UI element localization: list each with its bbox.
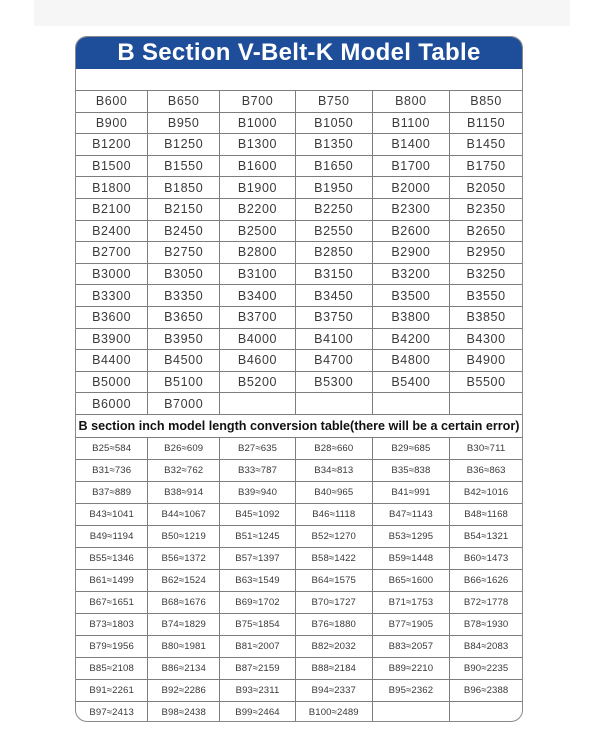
model-cell: B850 — [450, 91, 522, 112]
conversion-cell: B95≈2362 — [372, 679, 450, 701]
model-cell: B2300 — [372, 198, 450, 220]
conversion-cell: B86≈2134 — [148, 657, 220, 679]
conversion-table-body — [76, 438, 522, 722]
model-cell: B5000 — [76, 371, 148, 393]
conversion-heading: B section inch model length conversion table(there will be a certain error) — [76, 415, 522, 438]
conversion-cell: B85≈2108 — [76, 657, 148, 679]
model-cell: B1450 — [450, 134, 522, 156]
conversion-row — [76, 679, 522, 701]
model-cell: B2650 — [450, 220, 522, 242]
model-row — [76, 134, 522, 156]
conversion-cell: B82≈2032 — [295, 635, 372, 657]
conversion-cell: B32≈762 — [148, 459, 220, 481]
conversion-cell: B71≈1753 — [372, 591, 450, 613]
model-cell: B750 — [295, 91, 372, 112]
conversion-cell: B75≈1854 — [220, 613, 296, 635]
model-row — [76, 263, 522, 285]
conversion-cell: B87≈2159 — [220, 657, 296, 679]
conversion-cell: B76≈1880 — [295, 613, 372, 635]
model-cell: B4900 — [450, 350, 522, 372]
conversion-cell: B39≈940 — [220, 481, 296, 503]
model-cell: B1050 — [295, 112, 372, 134]
model-cell: B3750 — [295, 306, 372, 328]
model-cell: B2100 — [76, 198, 148, 220]
conversion-cell: B97≈2413 — [76, 701, 148, 722]
conversion-cell: B63≈1549 — [220, 569, 296, 591]
conversion-cell: B77≈1905 — [372, 613, 450, 635]
model-cell: B3450 — [295, 285, 372, 307]
conversion-cell: B45≈1092 — [220, 503, 296, 525]
conversion-row — [76, 503, 522, 525]
conversion-cell: B35≈838 — [372, 459, 450, 481]
model-cell: B6000 — [76, 393, 148, 415]
conversion-row — [76, 591, 522, 613]
model-cell: B1900 — [220, 177, 296, 199]
model-cell: B3550 — [450, 285, 522, 307]
model-cell: B4400 — [76, 350, 148, 372]
conversion-cell: B46≈1118 — [295, 503, 372, 525]
model-cell: B3350 — [148, 285, 220, 307]
model-cell: B4100 — [295, 328, 372, 350]
model-cell: B1500 — [76, 155, 148, 177]
conversion-cell: B53≈1295 — [372, 525, 450, 547]
model-cell: B2550 — [295, 220, 372, 242]
model-cell: B4000 — [220, 328, 296, 350]
model-cell: B1600 — [220, 155, 296, 177]
model-cell: B2250 — [295, 198, 372, 220]
conversion-cell — [372, 701, 450, 722]
model-cell: B800 — [372, 91, 450, 112]
model-cell: B3200 — [372, 263, 450, 285]
model-cell: B1350 — [295, 134, 372, 156]
conversion-cell: B54≈1321 — [450, 525, 522, 547]
conversion-cell: B68≈1676 — [148, 591, 220, 613]
model-cell: B5200 — [220, 371, 296, 393]
conversion-cell: B94≈2337 — [295, 679, 372, 701]
model-cell: B5400 — [372, 371, 450, 393]
model-cell — [220, 393, 296, 415]
model-cell: B1300 — [220, 134, 296, 156]
conversion-cell: B92≈2286 — [148, 679, 220, 701]
model-row — [76, 91, 522, 112]
model-cell: B4700 — [295, 350, 372, 372]
conversion-cell: B96≈2388 — [450, 679, 522, 701]
conversion-cell: B40≈965 — [295, 481, 372, 503]
model-cell: B2500 — [220, 220, 296, 242]
model-cell: B2900 — [372, 242, 450, 264]
model-cell: B2050 — [450, 177, 522, 199]
conversion-cell: B38≈914 — [148, 481, 220, 503]
model-cell: B1100 — [372, 112, 450, 134]
model-row — [76, 198, 522, 220]
model-row — [76, 112, 522, 134]
model-row — [76, 155, 522, 177]
model-cell: B2450 — [148, 220, 220, 242]
conversion-cell: B50≈1219 — [148, 525, 220, 547]
model-cell: B5500 — [450, 371, 522, 393]
model-cell: B2600 — [372, 220, 450, 242]
conversion-cell: B25≈584 — [76, 438, 148, 460]
conversion-cell: B73≈1803 — [76, 613, 148, 635]
conversion-cell: B80≈1981 — [148, 635, 220, 657]
conversion-cell: B41≈991 — [372, 481, 450, 503]
conversion-cell: B83≈2057 — [372, 635, 450, 657]
page-title: B Section V-Belt-K Model Table — [76, 37, 522, 69]
conversion-row — [76, 481, 522, 503]
conversion-row — [76, 657, 522, 679]
model-row — [76, 328, 522, 350]
conversion-cell: B37≈889 — [76, 481, 148, 503]
model-cell: B1550 — [148, 155, 220, 177]
conversion-cell: B27≈635 — [220, 438, 296, 460]
model-cell: B3050 — [148, 263, 220, 285]
conversion-cell: B34≈813 — [295, 459, 372, 481]
model-cell: B2000 — [372, 177, 450, 199]
model-cell: B1850 — [148, 177, 220, 199]
model-cell: B4800 — [372, 350, 450, 372]
model-cell: B2850 — [295, 242, 372, 264]
conversion-row — [76, 438, 522, 460]
conversion-cell: B57≈1397 — [220, 547, 296, 569]
model-cell: B600 — [76, 91, 148, 112]
model-cell: B700 — [220, 91, 296, 112]
conversion-cell: B56≈1372 — [148, 547, 220, 569]
model-row — [76, 285, 522, 307]
conversion-row — [76, 701, 522, 722]
model-row — [76, 242, 522, 264]
conversion-cell: B72≈1778 — [450, 591, 522, 613]
model-cell: B7000 — [148, 393, 220, 415]
conversion-cell: B61≈1499 — [76, 569, 148, 591]
conversion-cell: B47≈1143 — [372, 503, 450, 525]
conversion-cell: B64≈1575 — [295, 569, 372, 591]
model-cell: B3000 — [76, 263, 148, 285]
conversion-cell: B81≈2007 — [220, 635, 296, 657]
conversion-cell: B49≈1194 — [76, 525, 148, 547]
conversion-cell: B99≈2464 — [220, 701, 296, 722]
model-cell: B3300 — [76, 285, 148, 307]
model-cell: B3150 — [295, 263, 372, 285]
model-row — [76, 371, 522, 393]
model-cell: B3800 — [372, 306, 450, 328]
conversion-cell: B88≈2184 — [295, 657, 372, 679]
model-cell: B4300 — [450, 328, 522, 350]
model-cell: B4600 — [220, 350, 296, 372]
conversion-cell: B90≈2235 — [450, 657, 522, 679]
conversion-cell: B62≈1524 — [148, 569, 220, 591]
conversion-cell: B67≈1651 — [76, 591, 148, 613]
model-cell: B3600 — [76, 306, 148, 328]
model-row — [76, 350, 522, 372]
model-cell: B3250 — [450, 263, 522, 285]
model-cell: B2350 — [450, 198, 522, 220]
model-cell: B3950 — [148, 328, 220, 350]
conversion-row — [76, 635, 522, 657]
conversion-cell: B65≈1600 — [372, 569, 450, 591]
conversion-row — [76, 569, 522, 591]
blank-row — [76, 69, 522, 91]
model-cell: B1200 — [76, 134, 148, 156]
conversion-cell: B48≈1168 — [450, 503, 522, 525]
model-cell: B3400 — [220, 285, 296, 307]
model-row — [76, 177, 522, 199]
conversion-table — [76, 438, 522, 722]
model-cell: B2700 — [76, 242, 148, 264]
conversion-cell: B89≈2210 — [372, 657, 450, 679]
model-cell: B3100 — [220, 263, 296, 285]
conversion-cell: B55≈1346 — [76, 547, 148, 569]
conversion-cell: B78≈1930 — [450, 613, 522, 635]
model-cell: B2950 — [450, 242, 522, 264]
model-cell: B1000 — [220, 112, 296, 134]
conversion-row — [76, 613, 522, 635]
conversion-cell: B93≈2311 — [220, 679, 296, 701]
model-row — [76, 306, 522, 328]
model-cell: B1800 — [76, 177, 148, 199]
conversion-cell: B98≈2438 — [148, 701, 220, 722]
conversion-cell: B100≈2489 — [295, 701, 372, 722]
conversion-cell: B36≈863 — [450, 459, 522, 481]
conversion-cell: B74≈1829 — [148, 613, 220, 635]
model-cell: B1750 — [450, 155, 522, 177]
conversion-cell — [450, 701, 522, 722]
conversion-cell: B69≈1702 — [220, 591, 296, 613]
model-cell: B950 — [148, 112, 220, 134]
model-cell — [450, 393, 522, 415]
model-table-card — [75, 36, 523, 722]
model-cell: B1700 — [372, 155, 450, 177]
conversion-cell: B84≈2083 — [450, 635, 522, 657]
model-cell: B2150 — [148, 198, 220, 220]
conversion-cell: B42≈1016 — [450, 481, 522, 503]
conversion-row — [76, 525, 522, 547]
model-cell: B2400 — [76, 220, 148, 242]
conversion-row — [76, 459, 522, 481]
model-cell: B4200 — [372, 328, 450, 350]
model-cell: B1650 — [295, 155, 372, 177]
conversion-cell: B30≈711 — [450, 438, 522, 460]
conversion-cell: B51≈1245 — [220, 525, 296, 547]
conversion-cell: B26≈609 — [148, 438, 220, 460]
conversion-row — [76, 547, 522, 569]
model-cell: B1250 — [148, 134, 220, 156]
model-cell: B5100 — [148, 371, 220, 393]
conversion-cell: B59≈1448 — [372, 547, 450, 569]
model-cell: B5300 — [295, 371, 372, 393]
conversion-cell: B60≈1473 — [450, 547, 522, 569]
conversion-cell: B66≈1626 — [450, 569, 522, 591]
conversion-cell: B70≈1727 — [295, 591, 372, 613]
conversion-cell: B28≈660 — [295, 438, 372, 460]
model-cell: B1400 — [372, 134, 450, 156]
conversion-cell: B91≈2261 — [76, 679, 148, 701]
conversion-cell: B43≈1041 — [76, 503, 148, 525]
top-band — [34, 0, 570, 26]
model-cell: B2200 — [220, 198, 296, 220]
conversion-cell: B29≈685 — [372, 438, 450, 460]
model-cell: B3650 — [148, 306, 220, 328]
model-cell: B2800 — [220, 242, 296, 264]
conversion-cell: B79≈1956 — [76, 635, 148, 657]
model-table-body — [76, 91, 522, 414]
model-cell: B650 — [148, 91, 220, 112]
model-cell: B900 — [76, 112, 148, 134]
model-row — [76, 393, 522, 415]
model-cell — [372, 393, 450, 415]
model-row — [76, 220, 522, 242]
model-cell: B3850 — [450, 306, 522, 328]
model-cell: B3700 — [220, 306, 296, 328]
model-cell: B3500 — [372, 285, 450, 307]
model-cell: B4500 — [148, 350, 220, 372]
model-cell: B1150 — [450, 112, 522, 134]
conversion-cell: B58≈1422 — [295, 547, 372, 569]
model-cell: B1950 — [295, 177, 372, 199]
conversion-cell: B52≈1270 — [295, 525, 372, 547]
model-cell: B3900 — [76, 328, 148, 350]
model-table — [76, 91, 522, 415]
model-cell — [295, 393, 372, 415]
model-cell: B2750 — [148, 242, 220, 264]
conversion-cell: B44≈1067 — [148, 503, 220, 525]
conversion-cell: B31≈736 — [76, 459, 148, 481]
conversion-cell: B33≈787 — [220, 459, 296, 481]
